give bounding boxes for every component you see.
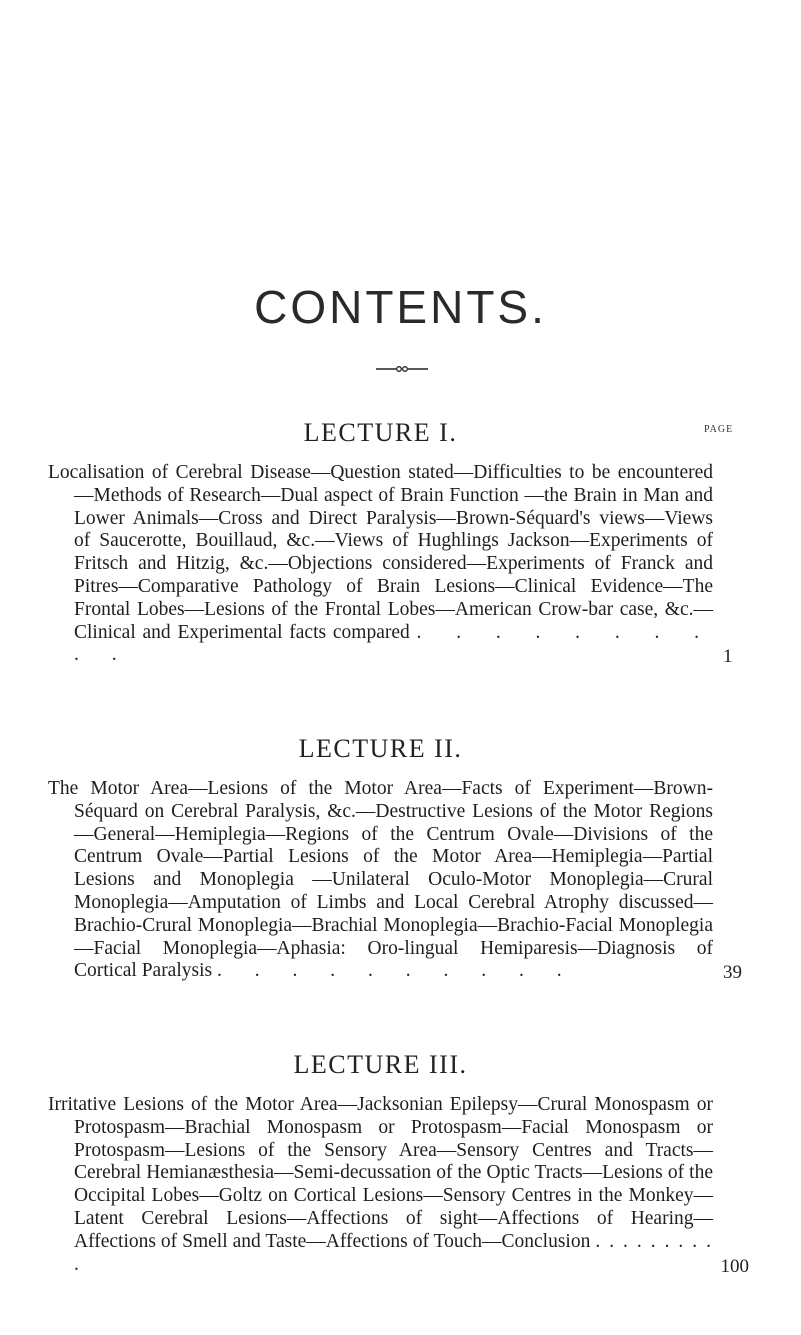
page-title: CONTENTS. <box>254 281 547 333</box>
lecture-section <box>48 1050 749 1277</box>
lecture-heading: LECTURE I. <box>303 418 458 447</box>
lecture-summary: The Motor Area—Lesions of the Motor Area—Facts of Experiment—Brown-Séquard on Cerebral Paralysis, &c.—Destructive Lesions of the Motor Regions—General—Hemiplegia—Regions of the Centrum Ovale—Divisions of the Centrum Ovale—Partial Lesions of the Motor Area—Hemiplegia—Partial Lesions and Monoplegia —Unilateral Oculo-Motor Monoplegia—Crural Monoplegia—Amputation of Limbs and Local Cerebral Atrophy discussed—Brachio-Crural Monoplegia—Brachial Monoplegia—Brachio-Facial Monoplegia—Facial Monoplegia—Aphasia: Oro-lingual Hemiparesis—Diagnosis of Cortical Paralysis . . . . . . . . . . 39 <box>48 778 742 984</box>
lecture-summary-text: Localisation of Cerebral Disease—Question stated—Difficulties to be encountered—Methods of Research—Dual aspect of Brain Function —the Brain in Man and Lower Animals—Cross and Direct Paralysis—Brown-Séquard's views—Views of Saucerotte, Bouillaud, &c.—Views of Hughlings Jackson—Experiments of Fritsch and Hitzig, &c.—Objections considered—Experiments of Franck and Pitres—Comparative Pathology of Brain Lesions—Clinical Evidence—The Frontal Lobes—Lesions of the Frontal Lobes—American Crow-bar case, &c.—Clinical and Experimental facts compared <box>48 462 713 643</box>
dot-leaders: . . . . . . . . . . <box>216 960 576 982</box>
lecture-heading: LECTURE III. <box>293 1050 468 1079</box>
lecture-summary-text: The Motor Area—Lesions of the Motor Area—Facts of Experiment—Brown-Séquard on Cerebral Paralysis, &c.—Destructive Lesions of the Motor Regions—General—Hemiplegia—Regions of the Centrum Ovale—Divisions of the Centrum Ovale—Partial Lesions of the Motor Area—Hemiplegia—Partial Lesions and Monoplegia —Unilateral Oculo-Motor Monoplegia—Crural Monoplegia—Amputation of Limbs and Local Cerebral Atrophy discussed—Brachio-Crural Monoplegia—Brachial Monoplegia—Brachio-Facial Monoplegia—Facial Monoplegia—Aphasia: Oro-lingual Hemiparesis—Diagnosis of Cortical Paralysis <box>48 778 713 982</box>
lecture-summary <box>48 1094 749 1277</box>
dot-leaders: . . . . . . . . . . <box>74 621 713 666</box>
page-column-label: PAGE <box>704 424 734 435</box>
ornament-divider-icon <box>376 365 428 373</box>
page-number: 100 <box>720 1255 749 1277</box>
lecture-section <box>48 734 742 984</box>
lecture-summary: Localisation of Cerebral Disease—Question stated—Difficulties to be encountered—Methods of Research—Dual aspect of Brain Function —the Brain in Man and Lower Animals—Cross and Direct Paralysis—Brown-Séquard's views—Views of Saucerotte, Bouillaud, &c.—Views of Hughlings Jackson—Experiments of Fritsch and Hitzig, &c.—Objections considered—Experiments of Franck and Pitres—Comparative Pathology of Brain Lesions—Clinical Evidence—The Frontal Lobes—Lesions of the Frontal Lobes—American Crow-bar case, &c.—Clinical and Experimental facts compared . . . . . . . . . . 1 <box>48 462 733 668</box>
lecture-heading: LECTURE II. <box>298 734 463 763</box>
dot-leaders: . . . . . . . . . . <box>74 1230 714 1275</box>
lecture-summary-text: Irritative Lesions of the Motor Area—Jacksonian Epilepsy—Crural Monospasm or Protospasm—Brachial Monospasm or Protospasm—Facial Monospasm or Protospasm—Lesions of the Sensory Area—Sensory Centres and Tracts—Cerebral Hemianæsthesia—Semi-decussation of the Optic Tracts—Lesions of the Occipital Lobes—Goltz on Cortical Lesions—Sensory Centres in the Monkey—Latent Cerebral Lesions—Affections of sight—Affections of Hearing—Affections of Smell and Taste—Affections of Touch—Conclusion <box>48 1094 713 1252</box>
